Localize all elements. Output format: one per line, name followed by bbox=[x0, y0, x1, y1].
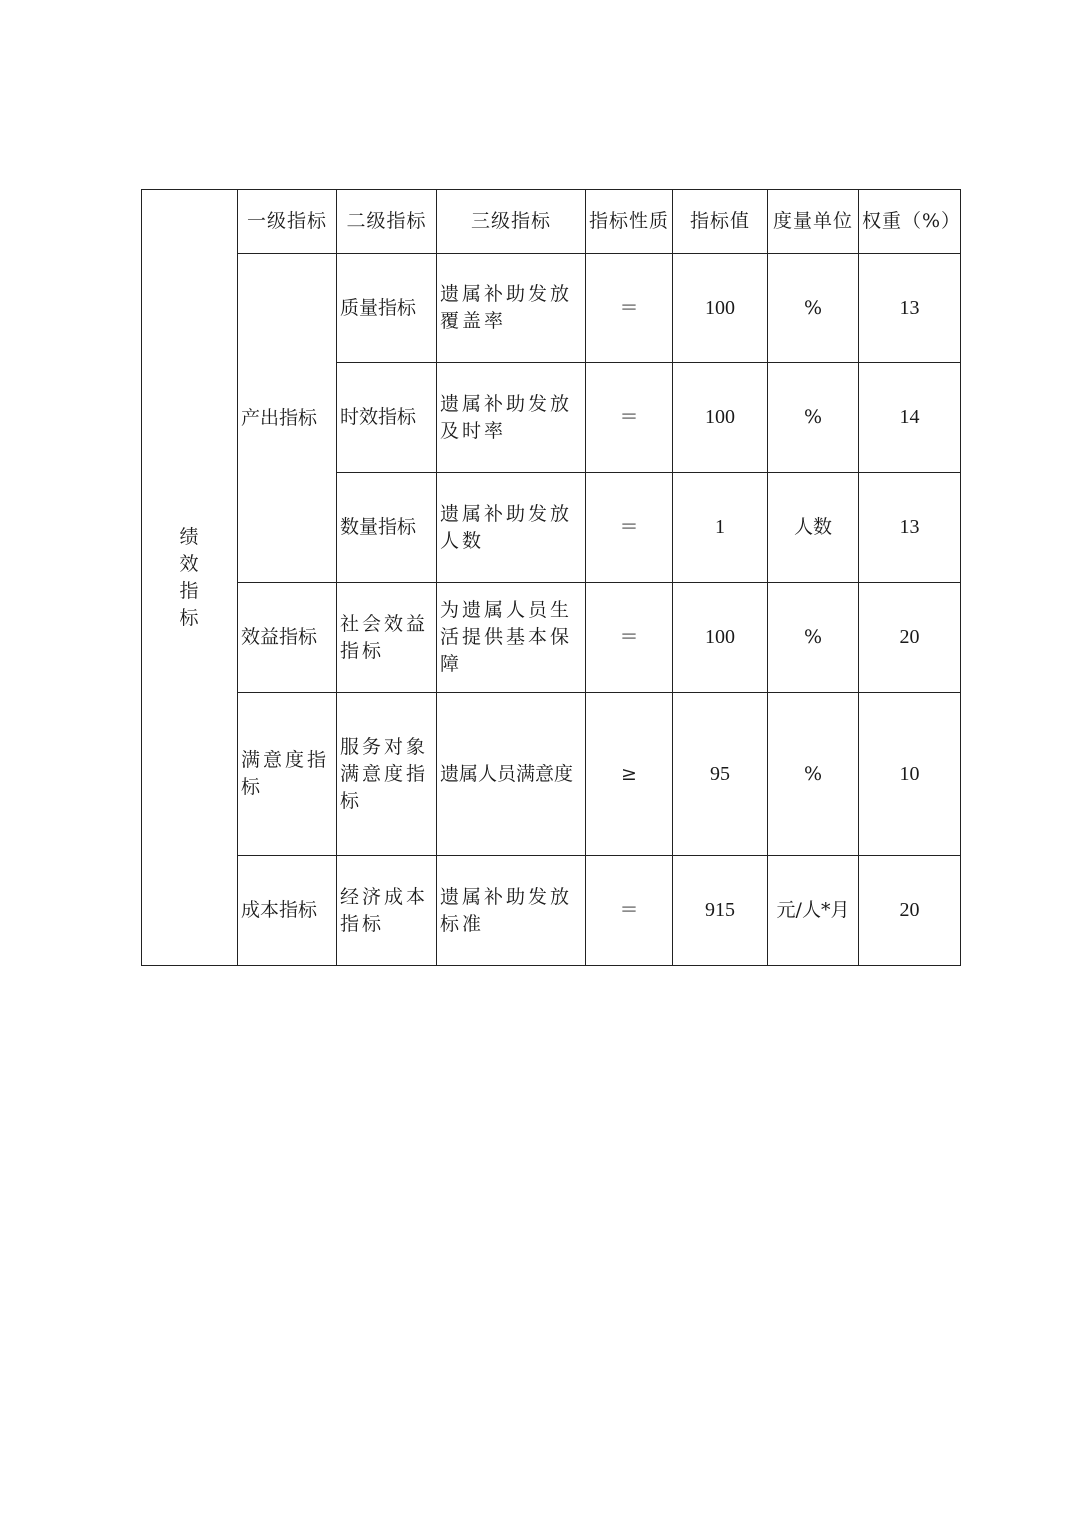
weight-cell: 20 bbox=[859, 856, 961, 966]
weight-cell: 13 bbox=[859, 254, 961, 363]
section-label-char: 指 bbox=[179, 579, 200, 602]
value-cell: 915 bbox=[673, 856, 768, 966]
header-nature: 指标性质 bbox=[586, 190, 673, 254]
nature-cell: ＝ bbox=[586, 254, 673, 363]
value-cell: 1 bbox=[673, 473, 768, 583]
table-row bbox=[142, 693, 961, 856]
value-cell: 95 bbox=[673, 693, 768, 856]
level3-cell: 遗属补助发放覆盖率 bbox=[437, 254, 586, 363]
table-row bbox=[142, 583, 961, 693]
section-label-char: 效 bbox=[179, 552, 200, 575]
level2-cell: 社会效益指标 bbox=[337, 583, 437, 693]
weight-cell: 20 bbox=[859, 583, 961, 693]
level1-cell: 成本指标 bbox=[238, 856, 337, 966]
header-weight: 权重（%） bbox=[859, 190, 961, 254]
level3-cell: 遗属人员满意度 bbox=[437, 693, 586, 856]
level2-cell: 数量指标 bbox=[337, 473, 437, 583]
unit-cell: 人数 bbox=[768, 473, 859, 583]
performance-indicator-table bbox=[141, 189, 961, 966]
header-value: 指标值 bbox=[673, 190, 768, 254]
weight-cell: 10 bbox=[859, 693, 961, 856]
nature-cell: ＝ bbox=[586, 363, 673, 473]
level3-cell: 遗属补助发放及时率 bbox=[437, 363, 586, 473]
table-row bbox=[142, 254, 961, 363]
nature-cell: ＝ bbox=[586, 473, 673, 583]
header-level1: 一级指标 bbox=[238, 190, 337, 254]
section-label-char: 标 bbox=[179, 606, 200, 629]
unit-cell: % bbox=[768, 583, 859, 693]
unit-cell: 元/人*月 bbox=[768, 856, 859, 966]
level2-cell: 经济成本指标 bbox=[337, 856, 437, 966]
section-label-cell bbox=[142, 190, 238, 966]
header-unit: 度量单位 bbox=[768, 190, 859, 254]
header-level2: 二级指标 bbox=[337, 190, 437, 254]
value-cell: 100 bbox=[673, 363, 768, 473]
level2-cell: 时效指标 bbox=[337, 363, 437, 473]
nature-cell: ≥ bbox=[586, 693, 673, 856]
table-row bbox=[142, 856, 961, 966]
weight-cell: 13 bbox=[859, 473, 961, 583]
nature-cell: ＝ bbox=[586, 856, 673, 966]
level3-cell: 为遗属人员生活提供基本保障 bbox=[437, 583, 586, 693]
weight-cell: 14 bbox=[859, 363, 961, 473]
section-label-char: 绩 bbox=[179, 525, 200, 548]
level2-cell: 质量指标 bbox=[337, 254, 437, 363]
level3-cell: 遗属补助发放标准 bbox=[437, 856, 586, 966]
header-row bbox=[142, 190, 961, 254]
level3-cell: 遗属补助发放人数 bbox=[437, 473, 586, 583]
unit-cell: % bbox=[768, 363, 859, 473]
level1-cell: 产出指标 bbox=[238, 254, 337, 583]
level2-cell: 服务对象满意度指标 bbox=[337, 693, 437, 856]
unit-cell: % bbox=[768, 693, 859, 856]
level1-cell: 效益指标 bbox=[238, 583, 337, 693]
level1-cell: 满意度指标 bbox=[238, 693, 337, 856]
value-cell: 100 bbox=[673, 583, 768, 693]
header-level3: 三级指标 bbox=[437, 190, 586, 254]
value-cell: 100 bbox=[673, 254, 768, 363]
nature-cell: ＝ bbox=[586, 583, 673, 693]
unit-cell: % bbox=[768, 254, 859, 363]
